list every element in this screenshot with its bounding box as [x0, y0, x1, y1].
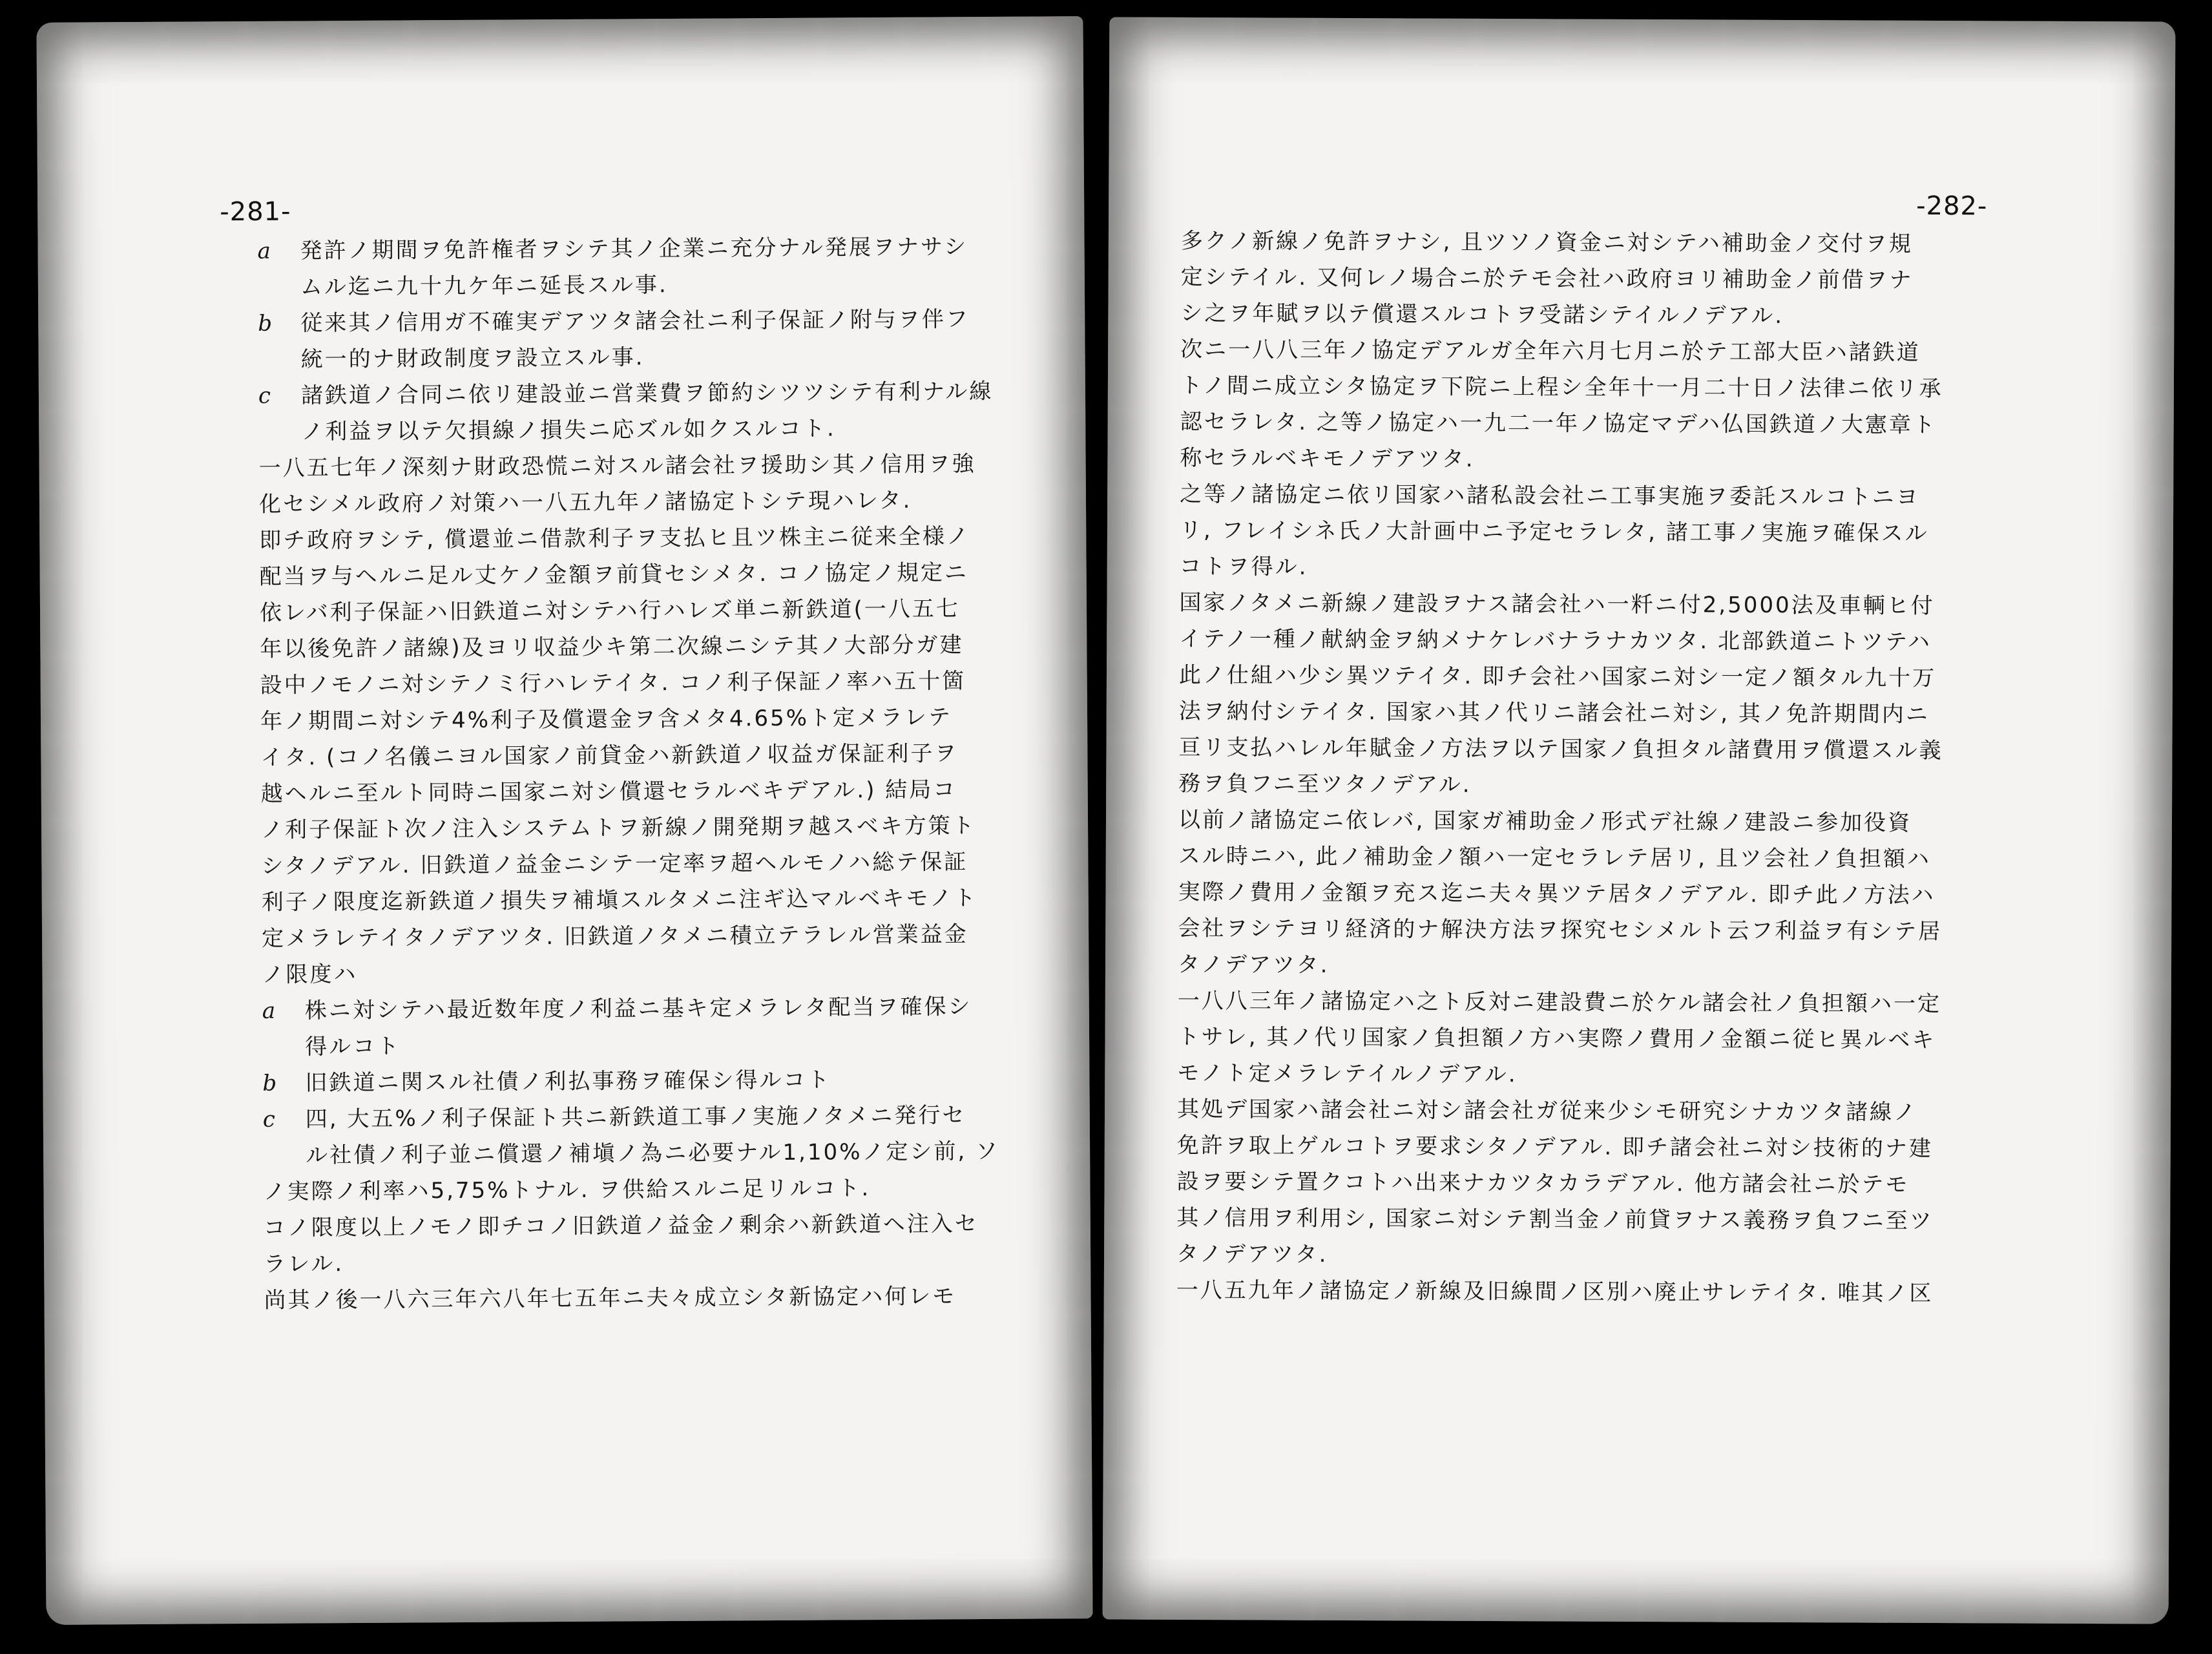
text-line: 会社ヲシテヨリ経済的ナ解決方法ヲ探究セシメルト云フ利益ヲ有シテ居: [1178, 915, 1943, 945]
text-line: スル時ニハ, 此ノ補助金ノ額ハ一定セラレテ居リ, 且ツ会社ノ負担額ハ: [1178, 843, 1932, 872]
text-line: 設ヲ要シテ置クコトハ出来ナカツタカラデアル. 他方諸会社ニ於テモ: [1176, 1168, 1910, 1198]
line-text: 株ニ対シテハ最近数年度ノ利益ニ基キ定メラレタ配当ヲ確保シ: [304, 994, 972, 1024]
text-line: [263, 1096, 1083, 1138]
text-line: 実際ノ費用ノ金額ヲ充ス迄ニ夫々異ツテ居タノデアル. 即チ此ノ方法ハ: [1178, 879, 1936, 909]
line-text: ムル迄ニ九十九ケ年ニ延長スル事.: [300, 272, 668, 300]
line-text: ノ利子保証ト次ノ注入システムトヲ新線ノ開発期ヲ越スベキ方策ト: [260, 813, 976, 843]
text-line: [262, 988, 1083, 1029]
text-line: 其処デ国家ハ諸会社ニ対シ諸会社ガ従来少シモ研究シナカツタ諸線ノ: [1176, 1096, 1918, 1125]
text-line: 国家ノタメニ新線ノ建設ヲナス諸会社ハ一粁ニ付2,5000法及車輌ヒ付: [1179, 589, 1935, 619]
line-text: 配当ヲ与ヘルニ足ル丈ケノ金額ヲ前貸セシメタ. コノ協定ノ規定ニ: [259, 560, 969, 590]
text-line: [262, 952, 1082, 993]
text-line: 多クノ新線ノ免許ヲナシ, 且ツソノ資金ニ対シテハ補助金ノ交付ヲ規: [1180, 227, 1913, 257]
text-line: 称セラルベキモノデアツタ.: [1180, 445, 1475, 472]
text-line: [262, 1060, 1083, 1102]
text-line: [258, 409, 1079, 450]
text-line: [258, 445, 1079, 487]
line-text: シタノデアル. 旧鉄道ノ益金ニシテ一定率ヲ超ヘルモノハ総テ保証: [261, 849, 968, 879]
line-text: ノ実際ノ利率ハ5,75%トナル. ヲ供給スルニ足リルコト.: [263, 1175, 871, 1205]
line-text: 越ヘルニ至ルト同時ニ国家ニ対シ償還セラルベキデアル.) 結局コ: [260, 777, 957, 807]
text-line: [260, 626, 1080, 667]
text-line: リ, フレイシネ氏ノ大計画中ニ予定セラレタ, 諸工事ノ実施ヲ確保スル: [1179, 517, 1929, 547]
text-line: [257, 228, 1078, 269]
line-text: コノ限度以上ノモノ即チコノ旧鉄道ノ益金ノ剰余ハ新鉄道ヘ注入セ: [263, 1211, 979, 1241]
line-text: ノ限度ハ: [262, 961, 358, 988]
text-line: 此ノ仕組ハ少シ異ツテイタ. 即チ会社ハ国家ニ対シ一定ノ額タル九十万: [1178, 662, 1937, 692]
page-text: [257, 228, 1084, 1319]
text-line: [263, 1133, 1083, 1174]
text-line: [264, 1241, 1084, 1282]
text-line: [258, 373, 1079, 414]
line-text: 年以後免許ノ諸線)及ヨリ収益少キ第二次線ニシテ其ノ大部分ガ建: [260, 632, 964, 662]
left-page: [36, 16, 1092, 1625]
line-text: 化セシメル政府ノ対策ハ一八五九年ノ諸協定トシテ現ハレタ.: [258, 487, 912, 518]
list-marker: b: [262, 1070, 279, 1096]
line-text: 統一的ナ財政制度ヲ設立スル事.: [300, 344, 645, 373]
line-text: 設中ノモノニ対シテノミ行ハレテイタ. コノ利子保証ノ率ハ五十箇: [260, 668, 966, 698]
list-marker: a: [257, 238, 273, 264]
text-line: [260, 662, 1081, 704]
text-line: 其ノ信用ヲ利用シ, 国家ニ対シテ割当金ノ前貸ヲナス義務ヲ負フニ至ツ: [1176, 1204, 1934, 1234]
text-line: [260, 698, 1081, 740]
line-text: 得ルコト: [305, 1033, 401, 1060]
text-line: [261, 807, 1081, 848]
line-text: 旧鉄道ニ関スル社債ノ利払事務ヲ確保シ得ルコト: [305, 1067, 831, 1096]
list-marker: b: [258, 310, 275, 337]
text-line: [260, 554, 1080, 595]
text-line: 以前ノ諸協定ニ依レバ, 国家ガ補助金ノ形式デ社線ノ建設ニ参加役資: [1178, 806, 1912, 836]
text-line: [262, 1024, 1083, 1065]
line-text: 従来其ノ信用ガ不確実デアツタ諸会社ニ利子保証ノ附与ヲ伴フ: [300, 306, 970, 337]
text-line: [261, 771, 1081, 812]
text-line: 免許ヲ取上ゲルコトヲ要求シタノデアル. 即チ諸会社ニ対シ技術的ナ建: [1176, 1132, 1934, 1162]
text-line: モノト定メラレテイルノデアル.: [1177, 1060, 1518, 1088]
text-line: 定シテイル. 又何レノ場合ニ於テモ会社ハ政府ヨリ補助金ノ前借ヲナ: [1180, 264, 1914, 293]
line-text: 四, 大五%ノ利子保証ト共ニ新鉄道工事ノ実施ノタメニ発行セ: [305, 1102, 966, 1133]
right-page: [1103, 17, 2176, 1624]
text-line: トサレ, 其ノ代リ国家ノ負担額ノ方ハ実際ノ費用ノ金額ニ従ヒ異ルベキ: [1177, 1023, 1936, 1054]
text-line: 次ニ一八八三年ノ協定デアルガ全年六月七月ニ於テ工部大臣ハ諸鉄道: [1180, 336, 1921, 366]
text-line: 之等ノ諸協定ニ依リ国家ハ諸私設会社ニ工事実施ヲ委託スルコトニヨ: [1180, 481, 1920, 510]
text-line: [258, 300, 1078, 342]
list-marker: c: [258, 382, 273, 409]
text-line: 法ヲ納付シテイタ. 国家ハ其ノ代リニ諸会社ニ対シ, 其ノ免許期間内ニ: [1178, 698, 1930, 728]
line-text: イタ. (コノ名儀ニヨル国家ノ前貸金ハ新鉄道ノ収益ガ保証利子ヲ: [260, 740, 959, 771]
page-text: [1176, 223, 2131, 1312]
line-text: ル社債ノ利子並ニ償還ノ補塡ノ為ニ必要ナル1,10%ノ定シ前, ソ: [306, 1138, 1000, 1169]
text-line: [264, 1205, 1084, 1246]
line-text: 発許ノ期間ヲ免許権者ヲシテ其ノ企業ニ充分ナル発展ヲナサシ: [300, 234, 968, 264]
text-line: [264, 1277, 1084, 1319]
line-text: 即チ政府ヲシテ, 償還並ニ借款利子ヲ支払ヒ且ツ株主ニ従来全様ノ: [259, 523, 971, 554]
page-number: -282-: [1916, 191, 1988, 222]
text-line: [259, 481, 1080, 523]
text-line: [258, 264, 1078, 306]
text-line: 一八五九年ノ諸協定ノ新線及旧線間ノ区別ハ廃止サレテイタ. 唯其ノ区: [1176, 1277, 1934, 1306]
text-line: [262, 879, 1082, 921]
text-line: [262, 916, 1082, 957]
line-text: ノ利益ヲ以テ欠損線ノ損失ニ応ズル如クスルコト.: [301, 415, 836, 445]
list-marker: c: [262, 1106, 277, 1133]
text-line: [261, 843, 1081, 885]
text-line: タノデアツタ.: [1177, 951, 1330, 978]
text-line: 一八八三年ノ諸協定ハ之ト反対ニ建設費ニ於ケル諸会社ノ負担額ハ一定: [1177, 987, 1942, 1018]
page-number: -281-: [220, 196, 291, 227]
text-line: [259, 518, 1080, 559]
text-line: シ之ヲ年賦ヲ以テ償還スルコトヲ受諾シテイルノデアル.: [1180, 300, 1784, 329]
text-line: [260, 590, 1080, 631]
text-line: 亘リ支払ハレル年賦金ノ方法ヲ以テ国家ノ負担タル諸費用ヲ償還スル義: [1178, 734, 1943, 764]
line-text: ラレル.: [264, 1251, 344, 1277]
text-line: 認セラレタ. 之等ノ協定ハ一九二一年ノ協定マデハ仏国鉄道ノ大憲章ト: [1180, 408, 1937, 439]
text-line: [260, 735, 1081, 776]
line-text: 年ノ期間ニ対シテ4%利子及償還金ヲ含メタ4.65%ト定メラレテ: [260, 704, 953, 735]
text-line: 務ヲ負フニ至ツタノデアル.: [1178, 770, 1472, 798]
text-line: コトヲ得ル.: [1179, 553, 1308, 580]
line-text: 尚其ノ後一八六三年六八年七五年ニ夫々成立シタ新協定ハ何レモ: [264, 1283, 957, 1314]
line-text: 利子ノ限度迄新鉄道ノ損失ヲ補塡スルタメニ注ギ込マルベキモノト: [261, 885, 978, 916]
line-text: 諸鉄道ノ合同ニ依リ建設並ニ営業費ヲ節約シツツシテ有利ナル線: [300, 378, 994, 409]
text-line: トノ間ニ成立シタ協定ヲ下院ニ上程シ全年十一月二十日ノ法律ニ依リ承: [1180, 372, 1943, 403]
line-text: 一八五七年ノ深刻ナ財政恐慌ニ対スル諸会社ヲ援助シ其ノ信用ヲ強: [258, 451, 976, 481]
list-marker: a: [262, 998, 278, 1024]
text-line: イテノ一種ノ献納金ヲ納メナケレバナラナカツタ. 北部鉄道ニトツテハ: [1179, 625, 1932, 655]
line-text: 定メラレテイタノデアツタ. 旧鉄道ノタメニ積立テラレル営業益金: [261, 921, 968, 952]
text-line: [258, 337, 1078, 378]
text-line: タノデアツタ.: [1176, 1240, 1328, 1268]
line-text: 依レバ利子保証ハ旧鉄道ニ対シテハ行ハレズ単ニ新鉄道(一八五七: [259, 596, 960, 626]
text-line: [263, 1169, 1083, 1210]
